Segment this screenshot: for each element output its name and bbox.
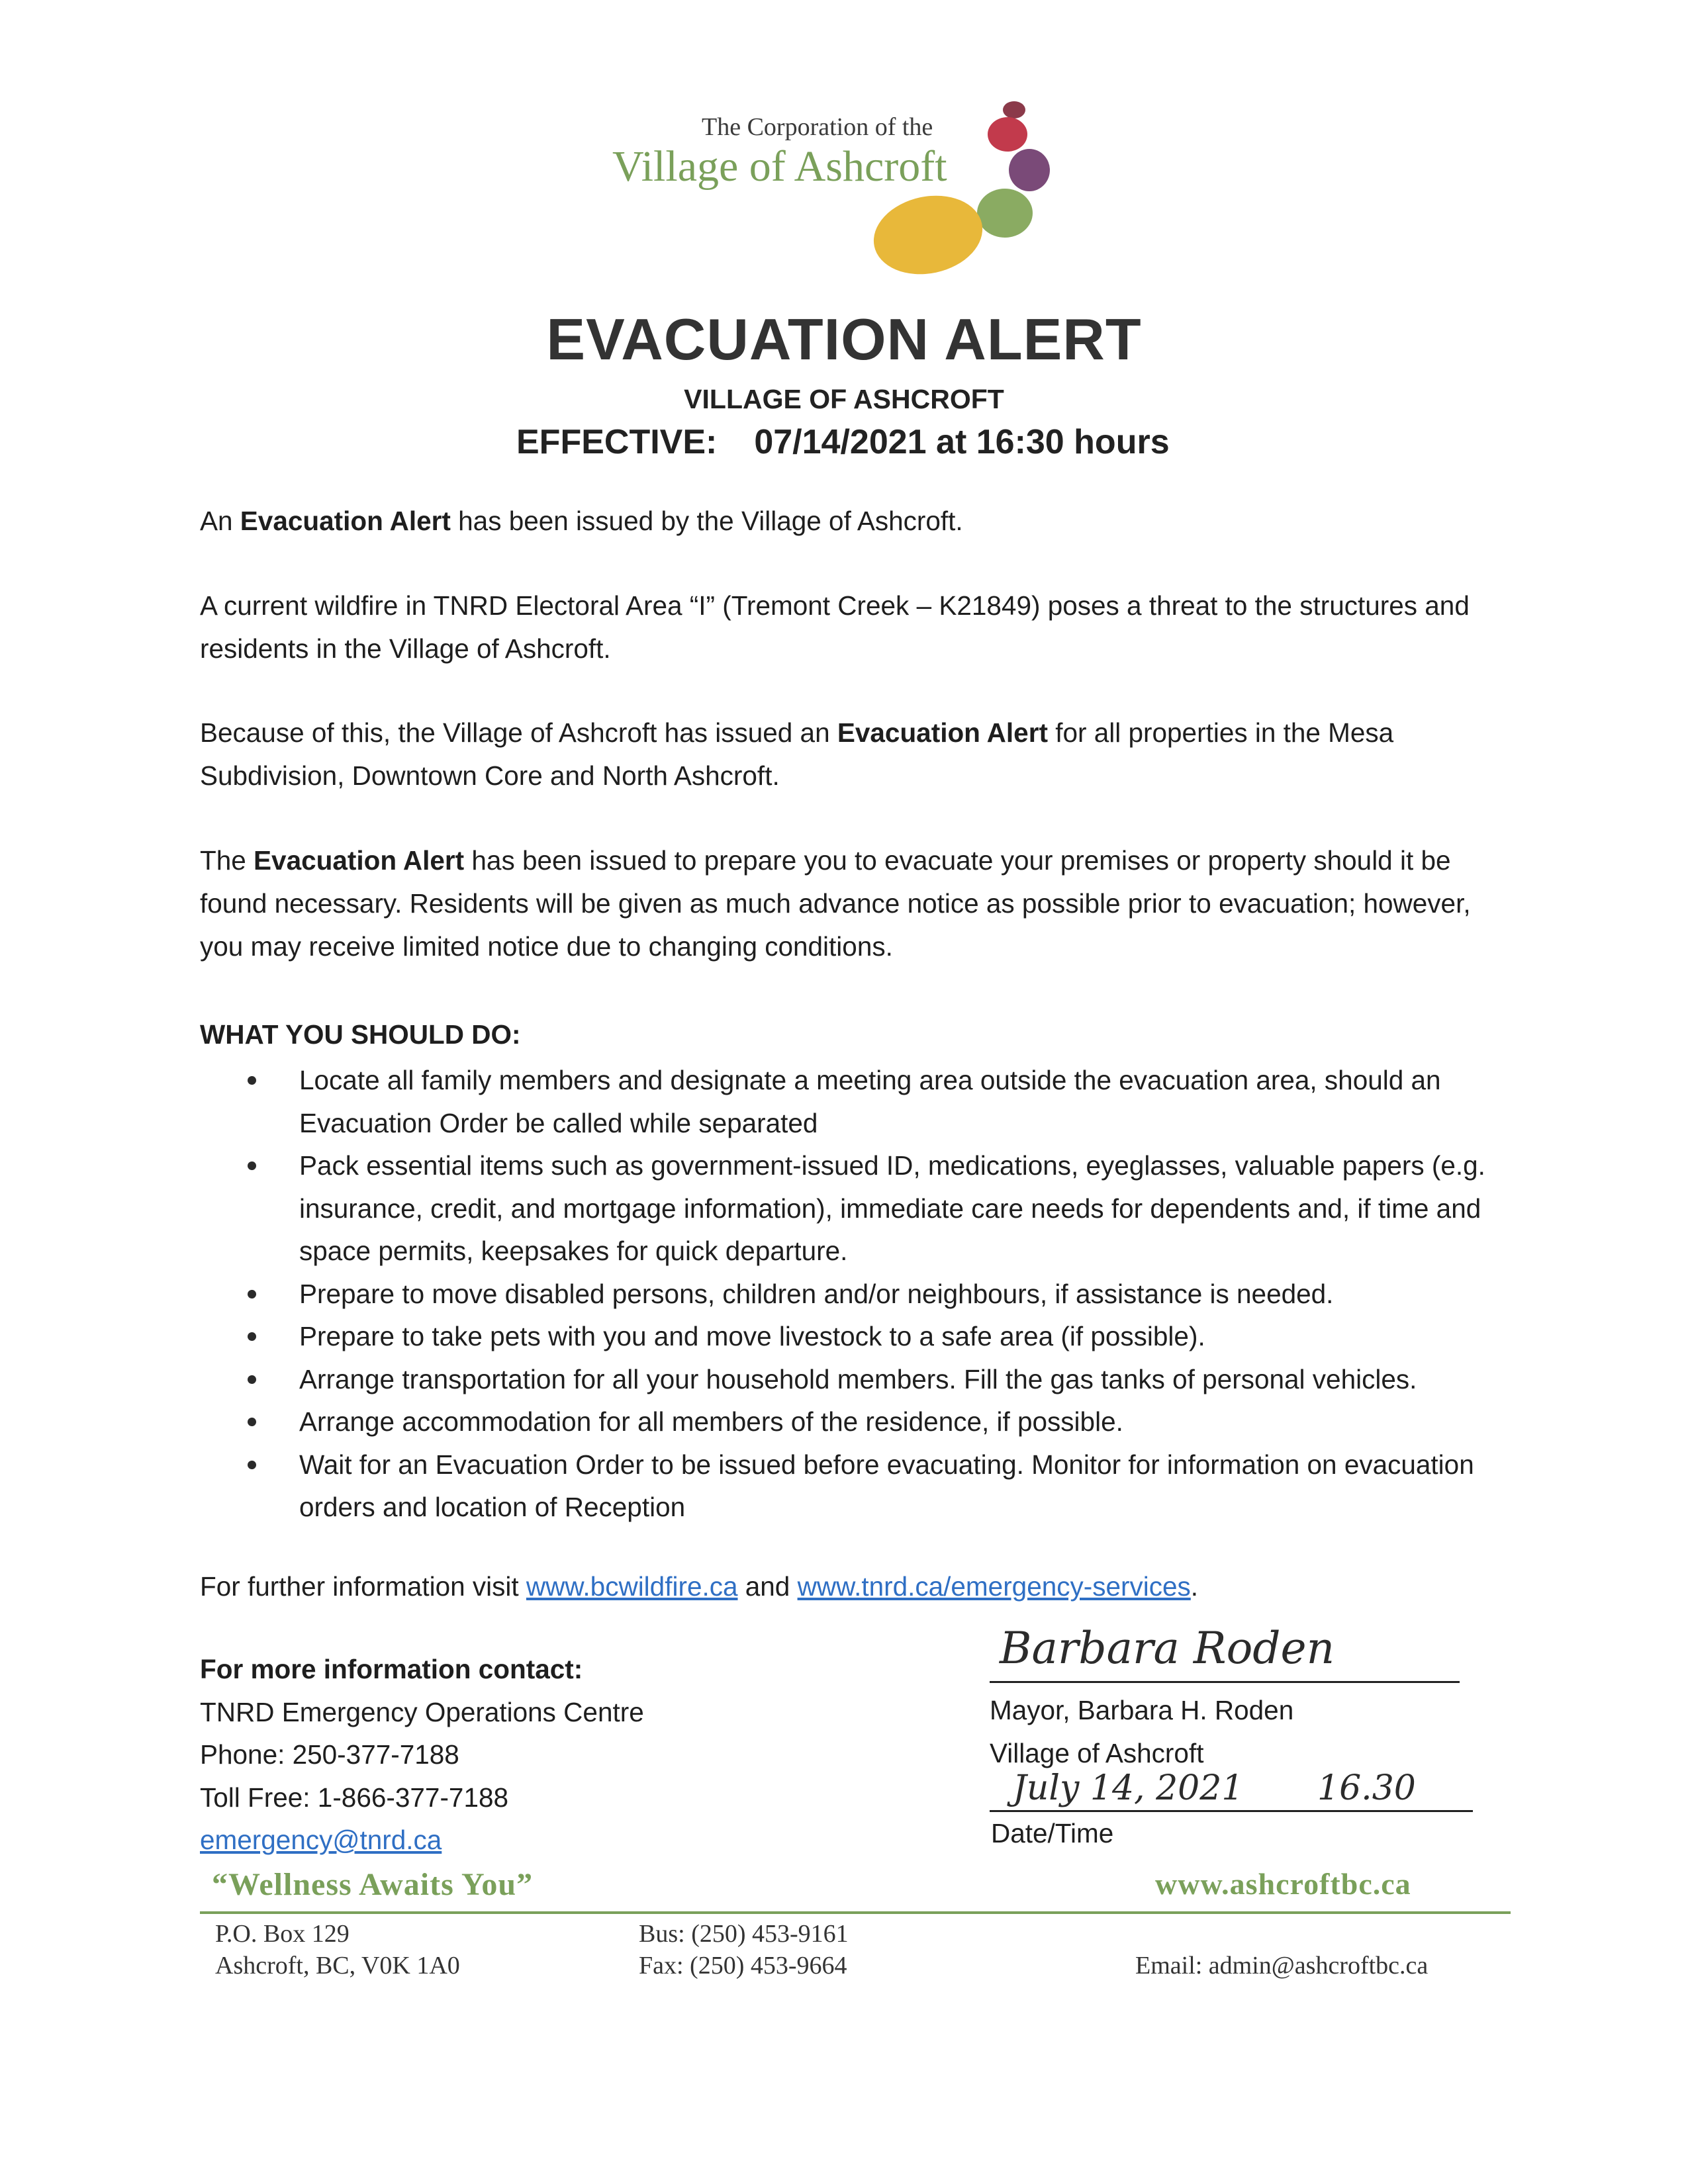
- logo-subtitle: The Corporation of the: [702, 113, 933, 141]
- handwritten-date: July 14, 2021: [1013, 1768, 1244, 1808]
- bullet-icon: [248, 1461, 256, 1469]
- further-text-pre: For further information visit: [200, 1571, 526, 1602]
- list-item: [200, 1273, 1511, 1316]
- footer-po-box: P.O. Box 129: [215, 1920, 350, 1948]
- effective-line: [516, 422, 1170, 462]
- mayor-signature: Barbara Roden: [1000, 1623, 1335, 1674]
- list-item-text: Arrange transportation for all your household members. Fill the gas tanks of personal vehicles.: [299, 1363, 1417, 1394]
- bullet-icon: [248, 1418, 256, 1426]
- logo-dot-small: [1003, 101, 1025, 118]
- bullet-icon: [248, 1161, 256, 1170]
- bullet-icon: [248, 1076, 256, 1085]
- contact-tollfree: Toll Free: 1-866-377-7188: [200, 1782, 509, 1813]
- logo-title: Village of Ashcroft: [612, 142, 947, 191]
- mayor-block: [990, 1689, 1293, 1774]
- date-line: [990, 1810, 1473, 1812]
- further-text-post: .: [1190, 1571, 1199, 1602]
- tnrd-emergency-link[interactable]: www.tnrd.ca/emergency-services: [797, 1571, 1191, 1602]
- list-item: [200, 1358, 1511, 1401]
- further-info: [200, 1565, 1511, 1608]
- contact-phone: Phone: 250-377-7188: [200, 1739, 459, 1770]
- handwritten-time: 16.30: [1317, 1768, 1416, 1808]
- p4-bold: Evacuation Alert: [254, 845, 465, 876]
- p1-text-post: has been issued by the Village of Ashcroft.: [450, 506, 963, 536]
- p3-bold: Evacuation Alert: [837, 717, 1048, 748]
- further-text-mid: and: [737, 1571, 798, 1602]
- footer-email[interactable]: Email: admin@ashcroftbc.ca: [1135, 1952, 1429, 1979]
- bullet-icon: [248, 1332, 256, 1341]
- paragraph-prepare: [200, 839, 1511, 968]
- footer-fax: Fax: (250) 453-9664: [639, 1952, 847, 1979]
- signature-line: [990, 1681, 1460, 1683]
- effective-label: EFFECTIVE:: [516, 423, 718, 461]
- contact-block: [200, 1648, 644, 1862]
- contact-org: TNRD Emergency Operations Centre: [200, 1696, 644, 1727]
- footer-divider: [200, 1911, 1511, 1914]
- paragraph-intro: [200, 500, 1511, 543]
- list-item-text: Wait for an Evacuation Order to be issued before evacuating. Monitor for information on evacuation orders and location of Reception: [299, 1449, 1474, 1522]
- list-item-text: Locate all family members and designate a meeting area outside the evacuation area, should an Evacuation Order be called while separated: [299, 1065, 1441, 1138]
- mayor-village: Village of Ashcroft: [990, 1737, 1204, 1768]
- list-item: [200, 1144, 1511, 1273]
- footer-address: [215, 1918, 460, 1981]
- contact-heading: For more information contact:: [200, 1654, 583, 1684]
- footer-website[interactable]: www.ashcroftbc.ca: [1155, 1867, 1411, 1901]
- date-time-label: Date/Time: [991, 1818, 1114, 1848]
- logo-dot-green: [977, 189, 1033, 238]
- bcwildfire-link[interactable]: www.bcwildfire.ca: [526, 1571, 738, 1602]
- actions-heading: WHAT YOU SHOULD DO:: [200, 1019, 521, 1050]
- footer-bus: Bus: (250) 453-9161: [639, 1920, 849, 1948]
- mayor-name: Mayor, Barbara H. Roden: [990, 1695, 1294, 1725]
- logo-dot-yellow: [867, 186, 990, 278]
- paragraph-alert-area: [200, 711, 1511, 797]
- p3-text-pre: Because of this, the Village of Ashcroft has issued an: [200, 717, 837, 748]
- footer-motto: “Wellness Awaits You”: [212, 1867, 534, 1902]
- list-item-text: Arrange accommodation for all members of the residence, if possible.: [299, 1406, 1123, 1437]
- actions-list: [200, 1059, 1511, 1529]
- page-subtitle: VILLAGE OF ASHCROFT: [684, 384, 1004, 414]
- logo-dot-plum: [1009, 149, 1050, 191]
- bullet-icon: [248, 1290, 256, 1298]
- p4-text-post: has been issued to prepare you to evacuate your premises or property should it be found necessary. Residents will be given as much advance notice as possible prior to evacuation; however, you may receive limited notice due to changing conditions.: [200, 845, 1471, 962]
- logo-dots-icon: [854, 99, 1072, 278]
- list-item-text: Prepare to move disabled persons, children and/or neighbours, if assistance is needed.: [299, 1278, 1334, 1309]
- list-item: [200, 1059, 1511, 1144]
- paragraph-wildfire: A current wildfire in TNRD Electoral Area “I” (Tremont Creek – K21849) poses a threat to the structures and residents in the Village of Ashcroft.: [200, 590, 1470, 664]
- footer-phones: [639, 1918, 849, 1981]
- contact-email-link[interactable]: emergency@tnrd.ca: [200, 1825, 442, 1855]
- bullet-icon: [248, 1375, 256, 1384]
- footer-city: Ashcroft, BC, V0K 1A0: [215, 1952, 460, 1979]
- list-item: [200, 1315, 1511, 1358]
- effective-value: 07/14/2021 at 16:30 hours: [754, 423, 1170, 461]
- p1-text-pre: An: [200, 506, 240, 536]
- page-title: EVACUATION ALERT: [546, 306, 1142, 372]
- list-item-text: Prepare to take pets with you and move livestock to a safe area (if possible).: [299, 1321, 1205, 1351]
- p3-text-post: for all properties in the Mesa Subdivision, Downtown Core and North Ashcroft.: [200, 717, 1394, 791]
- list-item: [200, 1400, 1511, 1443]
- p1-bold: Evacuation Alert: [240, 506, 451, 536]
- p4-text-pre: The: [200, 845, 254, 876]
- list-item: [200, 1443, 1511, 1529]
- logo-dot-red: [988, 117, 1027, 152]
- list-item-text: Pack essential items such as government-issued ID, medications, eyeglasses, valuable papers (e.g. insurance, credit, and mortgage information), immediate care needs for dependents and, if time and space permits, keepsakes for quick departure.: [299, 1150, 1485, 1266]
